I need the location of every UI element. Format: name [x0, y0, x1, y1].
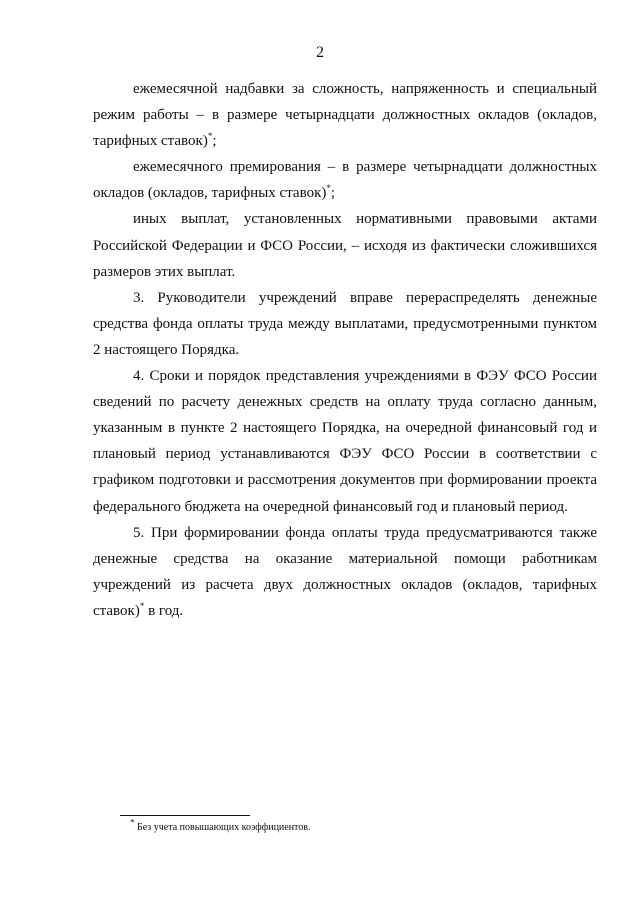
- footnote: [130, 817, 311, 834]
- paragraph-text: 3. Руководители учреждений вправе перераспределять денежные средства фонда оплаты труда между выплатами, предусмотренными пунктом 2 настоящего Порядка.: [93, 289, 597, 358]
- paragraph-text: 4. Сроки и порядок представления учреждениями в ФЭУ ФСО России сведений по расчету денежных средств на оплату труда согласно данным, указанным в пункте 2 настоящего Порядка, на очередной финансовый год и плановый период устанавливаются ФЭУ ФСО России в соответствии с графиком подготовки и рассмотрения документов при формировании проекта федерального бюджета на очередной финансовый год и плановый период.: [93, 368, 597, 515]
- footnote-mark: *: [130, 817, 135, 828]
- paragraph-tail: в год.: [144, 602, 184, 619]
- paragraph-tail: ;: [330, 185, 336, 202]
- page-number: 2: [316, 44, 324, 61]
- paragraph-text: ежемесячной надбавки за сложность, напряженность и специальный режим работы – в размере четырнадцати должностных окладов (окладов, тарифных ставок): [93, 81, 597, 150]
- paragraph-complexity-allowance: [93, 76, 597, 154]
- paragraph-text: 5. При формировании фонда оплаты труда предусматриваются также денежные средства на оказание материальной помощи работникам учреждений из расчета двух должностных окладов (окладов, тарифных ставок): [93, 524, 597, 619]
- paragraph-tail: ;: [212, 133, 217, 150]
- footnote-text: Без учета повышающих коэффициентов.: [134, 822, 311, 833]
- document-body: [93, 76, 597, 624]
- paragraph-text: иных выплат, установленных нормативными правовыми актами Российской Федерации и ФСО России, – исходя из фактически сложившихся размеров этих выплат.: [93, 211, 597, 280]
- paragraph-item-5: [93, 520, 597, 624]
- paragraph-monthly-bonus: [93, 154, 597, 206]
- paragraph-item-3: [93, 285, 597, 363]
- footnote-mark: *: [326, 183, 331, 194]
- footnote-divider: [120, 815, 250, 816]
- paragraph-other-payments: [93, 206, 597, 284]
- paragraph-text: ежемесячного премирования – в размере четырнадцати должностных окладов (окладов, тарифных ставок): [93, 159, 597, 202]
- footnote-mark: *: [139, 600, 145, 611]
- footnote-mark: *: [207, 131, 213, 142]
- paragraph-item-4: [93, 363, 597, 520]
